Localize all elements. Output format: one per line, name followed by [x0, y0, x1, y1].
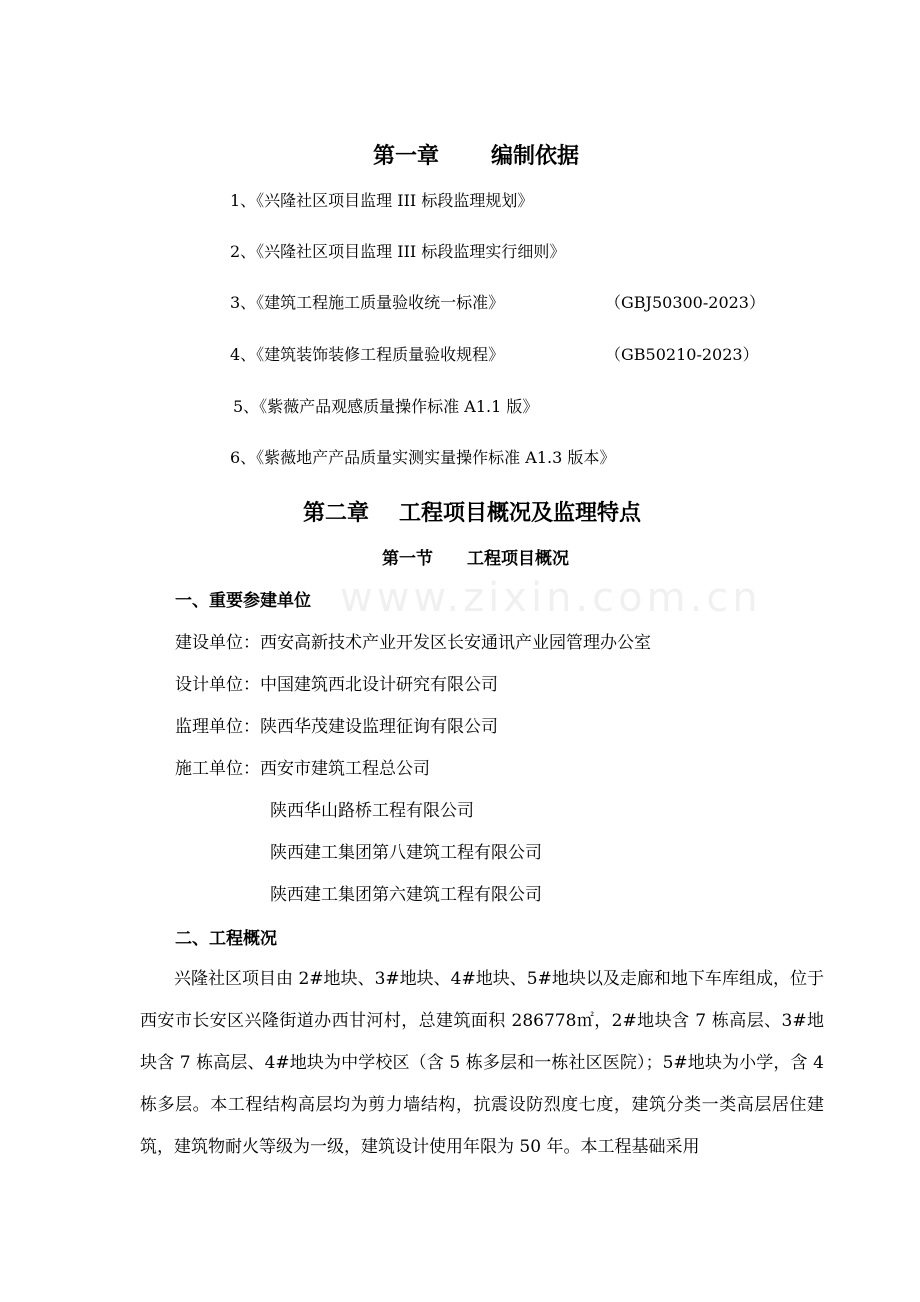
contractor-line: 陕西建工集团第八建筑工程有限公司	[270, 843, 542, 863]
basis-item	[230, 239, 565, 262]
basis-item-text: 5、《紫薇产品观感质量操作标准 A1.1 版》	[233, 397, 539, 416]
part-1-heading: 一、重要参建单位	[175, 591, 311, 611]
basis-item-text: 3、《建筑工程施工质量验收统一标准》	[230, 293, 505, 312]
chapter-1-name: 编制依据	[491, 144, 580, 169]
unit-row	[175, 628, 651, 653]
part-2-heading: 二、工程概况	[175, 929, 277, 949]
basis-item-text: 1、《兴隆社区项目监理 III 标段监理规划》	[230, 191, 534, 210]
unit-value: 中国建筑西北设计研究有限公司	[260, 675, 498, 695]
contractor-line: 陕西华山路桥工程有限公司	[270, 801, 474, 821]
unit-label: 设计单位：	[175, 675, 260, 695]
unit-value: 西安高新技术产业开发区长安通讯产业园管理办公室	[260, 633, 651, 653]
basis-item	[230, 342, 504, 365]
standard-code: （GB50210-2023）	[605, 345, 759, 364]
section-1-number: 第一节	[382, 549, 433, 569]
chapter-1-number: 第一章	[373, 144, 440, 169]
basis-item	[230, 188, 533, 211]
basis-item	[233, 394, 538, 417]
contractor-line: 陕西建工集团第六建筑工程有限公司	[270, 885, 542, 905]
unit-row	[175, 670, 498, 695]
project-overview-paragraph: 兴隆社区项目由 2#地块、3#地块、4#地块、5#地块以及走廊和地下车库组成，位于西安市长安区兴隆街道办西甘河村，总建筑面积 286778㎡，2#地块含 7 栋高层、3#地块含 7 栋高层、4#地块为中学校区（含 5 栋多层和一栋社区医院）；5#地块为小学，含 4 栋多层。本工程结构高层均为剪力墙结构，抗震设防烈度七度，建筑分类一类高层居住建筑，建筑物耐火等级为一级，建筑设计使用年限为 50 年。本工程基础采用	[140, 969, 824, 1157]
unit-value: 陕西华茂建设监理征询有限公司	[260, 717, 498, 737]
unit-row	[175, 754, 430, 779]
watermark: www.zixin.com.cn	[340, 575, 762, 621]
basis-item	[230, 290, 504, 313]
basis-item-text: 6、《紫薇地产产品质量实测实量操作标准 A1.3 版本》	[230, 448, 616, 467]
section-1-name: 工程项目概况	[467, 549, 569, 569]
basis-item-code	[605, 342, 759, 365]
unit-label: 监理单位：	[175, 717, 260, 737]
unit-value: 西安市建筑工程总公司	[260, 759, 430, 779]
unit-label: 建设单位：	[175, 633, 260, 653]
standard-code: （GBJ50300-2023）	[605, 293, 765, 312]
chapter-1-title	[373, 139, 579, 170]
basis-item-code	[605, 290, 765, 313]
basis-item	[230, 445, 615, 468]
basis-item-text: 4、《建筑装饰装修工程质量验收规程》	[230, 345, 505, 364]
unit-row	[175, 712, 498, 737]
chapter-2-name: 工程项目概况及监理特点	[399, 501, 642, 526]
chapter-2-number: 第二章	[303, 501, 370, 526]
chapter-2-title	[303, 496, 641, 527]
section-1-title	[382, 544, 569, 569]
unit-label: 施工单位：	[175, 759, 260, 779]
basis-item-text: 2、《兴隆社区项目监理 III 标段监理实行细则》	[230, 242, 566, 261]
